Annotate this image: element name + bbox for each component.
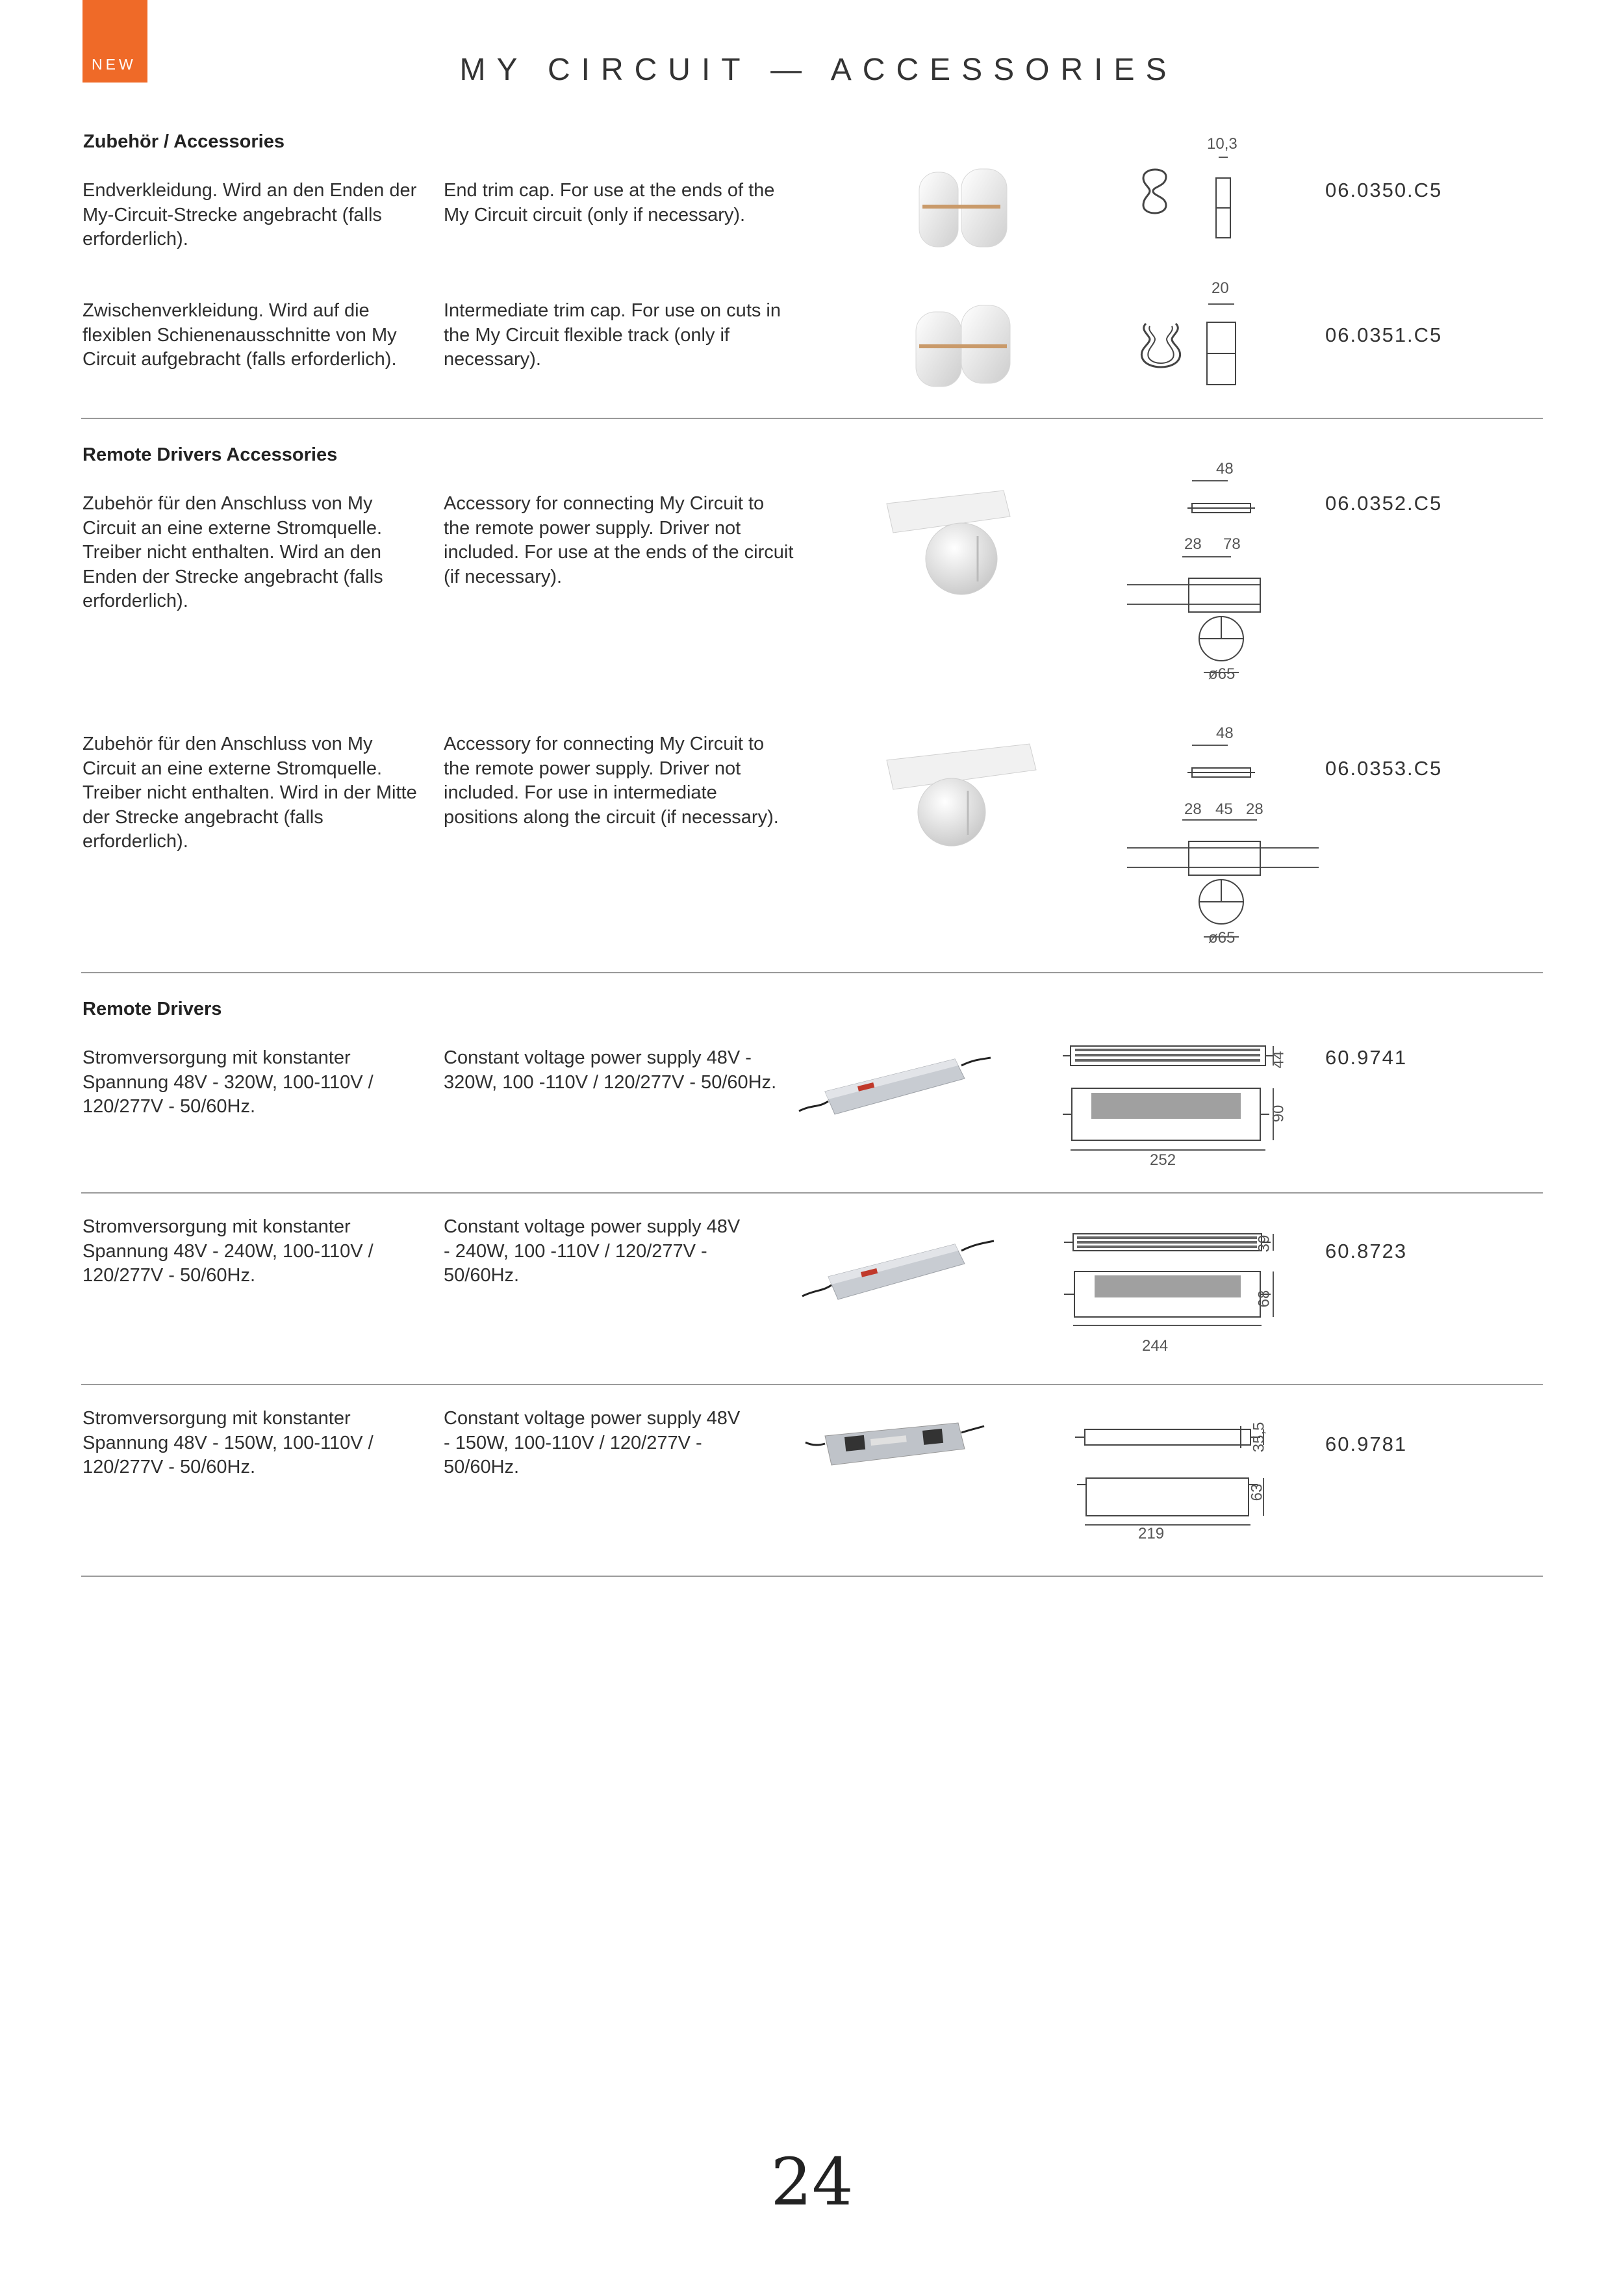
dimension-height: 39 — [1255, 1234, 1273, 1253]
dimension-segment: 28 — [1246, 800, 1263, 818]
dimension-height: 44 — [1269, 1051, 1288, 1069]
connector-end-drawing — [1127, 478, 1322, 685]
dimension-segment: 78 — [1223, 535, 1241, 553]
item-description-en: Accessory for connecting My Circuit to the remote power supply. Driver not included. For use at the ends of the circuit (if necessary). — [444, 493, 794, 587]
item-description-en: Constant voltage power supply 48V - 150W, 100-110V / 120/277V - 50/60Hz. — [444, 1408, 741, 1477]
item-description-de: Zwischenverkleidung. Wird auf die flexiblen Schienenausschnitte von My Circuit aufgebracht (falls erforderlich). — [82, 300, 397, 370]
item-description-en: End trim cap. For use at the ends of the My Circuit circuit (only if necessary). — [444, 180, 775, 225]
end-cap-photo — [909, 166, 1020, 257]
item-description-de: Stromversorgung mit konstanter Spannung 48V - 150W, 100-110V / 120/277V - 50/60Hz. — [82, 1408, 374, 1477]
dimension-diameter: ø65 — [1208, 929, 1236, 947]
product-code: 06.0353.C5 — [1325, 757, 1443, 780]
dimension-width: 20 — [1212, 279, 1229, 297]
dimension-depth: 68 — [1255, 1290, 1273, 1308]
item-description-de: Stromversorgung mit konstanter Spannung 48V - 320W, 100-110V / 120/277V - 50/60Hz. — [82, 1047, 374, 1117]
dimension-top: 48 — [1216, 724, 1234, 742]
item-description-de: Zubehör für den Anschluss von My Circuit an eine externe Stromquelle. Treiber nicht enthalten. Wird in der Mitte der Strecke angebracht (falls erforderlich). — [82, 734, 417, 852]
product-code: 06.0352.C5 — [1325, 492, 1443, 515]
section-divider — [81, 1192, 1543, 1194]
dimension-segment: 45 — [1215, 800, 1233, 818]
product-code: 60.8723 — [1325, 1240, 1408, 1262]
dimension-depth: 90 — [1269, 1105, 1288, 1123]
connector-end-photo — [880, 478, 1036, 607]
connector-intermediate-drawing — [1127, 742, 1322, 950]
section-divider — [81, 1384, 1543, 1385]
intermediate-cap-drawing — [1130, 298, 1247, 389]
section-divider — [81, 1576, 1543, 1577]
product-code: 60.9741 — [1325, 1046, 1408, 1069]
connector-intermediate-photo — [880, 731, 1049, 861]
item-description-en: Accessory for connecting My Circuit to the remote power supply. Driver not included. For use in intermediate positions along the circuit (if necessary). — [444, 734, 779, 828]
dimension-height: 35,5 — [1250, 1422, 1268, 1453]
section-divider — [81, 418, 1543, 419]
new-badge-label: NEW — [92, 56, 136, 73]
product-code: 06.0350.C5 — [1325, 179, 1443, 201]
intermediate-cap-photo — [906, 299, 1023, 396]
item-description-en: Constant voltage power supply 48V - 320W, 100 -110V / 120/277V - 50/60Hz. — [444, 1047, 777, 1093]
end-cap-drawing — [1130, 151, 1247, 242]
product-code: 60.9781 — [1325, 1433, 1408, 1455]
section-title-remote-drivers: Remote Drivers — [82, 999, 222, 1019]
dimension-depth: 63 — [1248, 1483, 1266, 1501]
product-code: 06.0351.C5 — [1325, 324, 1443, 346]
section-title-remote-drivers-accessories: Remote Drivers Accessories — [82, 444, 338, 465]
dimension-segment: 28 — [1184, 535, 1202, 553]
item-description-en: Intermediate trim cap. For use on cuts in the My Circuit flexible track (only if necessary). — [444, 300, 781, 370]
item-description-de: Stromversorgung mit konstanter Spannung 48V - 240W, 100-110V / 120/277V - 50/60Hz. — [82, 1216, 374, 1286]
driver-drawing — [1059, 1033, 1306, 1169]
driver-photo — [802, 1221, 997, 1312]
dimension-length: 244 — [1142, 1337, 1169, 1355]
page-number: 24 — [770, 2144, 854, 2220]
page-title: MY CIRCUIT — ACCESSORIES — [459, 53, 1178, 87]
item-description-en: Constant voltage power supply 48V - 240W, 100 -110V / 120/277V - 50/60Hz. — [444, 1216, 741, 1286]
dimension-length: 219 — [1138, 1525, 1165, 1542]
dimension-diameter: ø65 — [1208, 665, 1236, 683]
item-description-de: Zubehör für den Anschluss von My Circuit an eine externe Stromquelle. Treiber nicht enthalten. Wird an den Enden der Strecke angebracht (falls erforderlich). — [82, 493, 383, 611]
dimension-width: 10,3 — [1207, 135, 1237, 153]
driver-photo — [799, 1040, 994, 1131]
item-description-de: Endverkleidung. Wird an den Enden der My-Circuit-Strecke angebracht (falls erforderlich). — [82, 180, 417, 249]
driver-photo — [806, 1410, 987, 1481]
dimension-top: 48 — [1216, 460, 1234, 478]
section-title-accessories: Zubehör / Accessories — [83, 131, 285, 152]
section-divider — [81, 972, 1543, 973]
dimension-segment: 28 — [1184, 800, 1202, 818]
dimension-length: 252 — [1150, 1151, 1176, 1169]
